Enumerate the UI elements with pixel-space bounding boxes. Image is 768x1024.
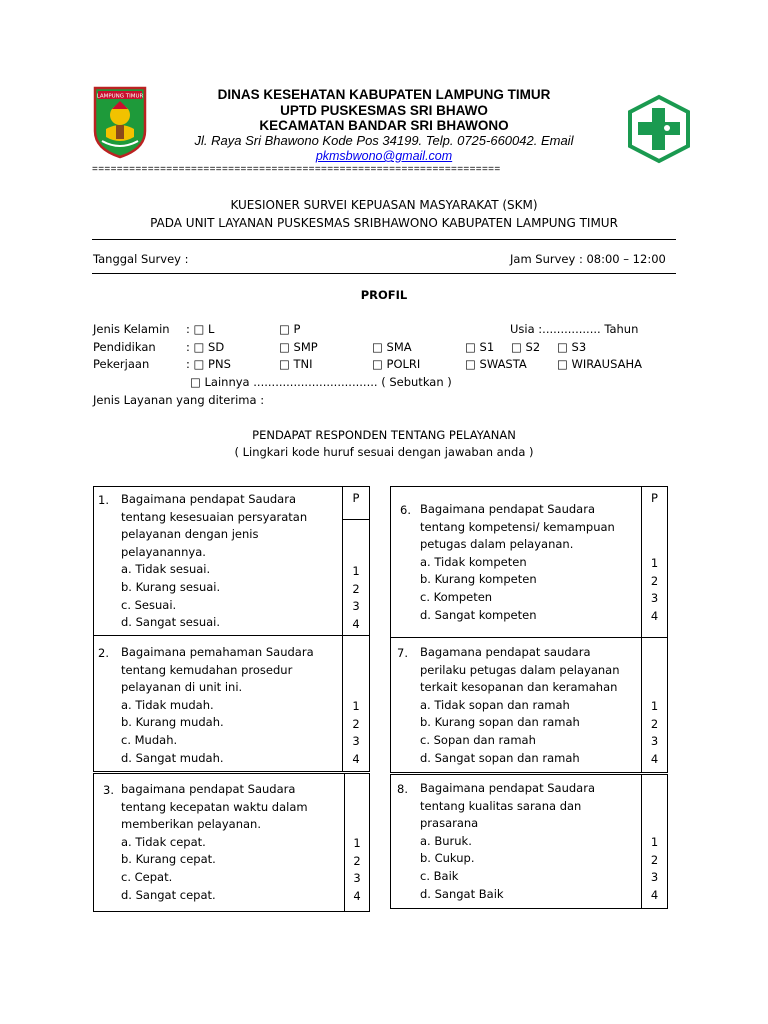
question-text: Bagaimana pendapat Saudara tentang kualitas sarana dan prasarana a. Buruk. b. Cukup. c. Baik d. Sangat Baik xyxy=(420,780,595,903)
gender-option-l[interactable]: : □ L xyxy=(186,322,215,336)
answer-option[interactable]: c. Mudah. xyxy=(121,732,178,747)
divider xyxy=(92,273,676,274)
svg-text:LAMPUNG TIMUR: LAMPUNG TIMUR xyxy=(96,93,144,100)
address-line: Jl. Raya Sri Bhawono Kode Pos 34199. Telp. 0725-660042. Email xyxy=(194,133,574,148)
question-number: 7. xyxy=(397,646,408,660)
answer-option[interactable]: c. Cepat. xyxy=(121,869,173,884)
answer-option[interactable]: d. Sangat kompeten xyxy=(420,607,537,622)
answer-option[interactable]: a. Tidak kompeten xyxy=(420,554,527,569)
gender-label: Jenis Kelamin xyxy=(93,322,170,336)
survey-date-label: Tanggal Survey : xyxy=(93,252,189,266)
answer-option[interactable]: a. Tidak cepat. xyxy=(121,834,206,849)
service-type-label: Jenis Layanan yang diterima : xyxy=(93,393,265,407)
survey-title: KUESIONER SURVEI KEPUASAN MASYARAKAT (SKM) xyxy=(230,198,538,212)
answer-option[interactable]: c. Sesuai. xyxy=(121,597,177,612)
question-number: 3. xyxy=(103,783,114,797)
question-text: Bagaimana pendapat Saudara tentang kompetensi/ kemampuan petugas dalam pelayanan. a. Tidak kompeten b. Kurang kompeten c. Kompeten d. Sangat kompeten xyxy=(420,501,615,624)
header-separator: ================================================================== xyxy=(92,164,501,175)
question-text: bagaimana pendapat Saudara tentang kecepatan waktu dalam memberikan pelayanan. a. Tidak cepat. b. Kurang cepat. c. Cepat. d. Sangat cepat. xyxy=(121,781,308,904)
job-option-pns[interactable]: : □ PNS xyxy=(186,357,231,371)
education-option-sma[interactable]: □ SMA xyxy=(372,340,412,354)
puskesmas-logo xyxy=(626,94,692,164)
answer-option[interactable]: d. Sangat sesuai. xyxy=(121,615,221,630)
answer-option[interactable]: d. Sangat cepat. xyxy=(121,887,216,902)
answer-option[interactable]: a. Tidak sopan dan ramah xyxy=(420,697,570,712)
answer-option[interactable]: d. Sangat sopan dan ramah xyxy=(420,750,580,765)
opinion-instruction: ( Lingkari kode huruf sesuai dengan jawaban anda ) xyxy=(234,445,534,459)
question-text: Bagaimana pendapat Saudara tentang kesesuaian persyaratan pelayanan dengan jenis pelayanannya. a. Tidak sesuai. b. Kurang sesuai. c. Sesuai. d. Sangat sesuai. xyxy=(121,491,307,632)
answer-codes[interactable]: 1 2 3 4 xyxy=(650,556,659,623)
answer-codes[interactable]: 1 2 3 4 xyxy=(352,564,360,631)
unit-name: UPTD PUSKESMAS SRI BHAWO xyxy=(280,103,488,118)
education-option-s3[interactable]: □ S3 xyxy=(557,340,587,354)
education-option-smp[interactable]: □ SMP xyxy=(279,340,318,354)
answer-option[interactable]: b. Kurang sopan dan ramah xyxy=(420,715,580,730)
divider xyxy=(92,239,676,240)
job-option-polri[interactable]: □ POLRI xyxy=(372,357,421,371)
answer-option[interactable]: b. Kurang sesuai. xyxy=(121,579,221,594)
gender-option-p[interactable]: □ P xyxy=(279,322,301,336)
education-option-sd[interactable]: : □ SD xyxy=(186,340,225,354)
question-number: 1. xyxy=(98,493,109,507)
job-option-wirausaha[interactable]: □ WIRAUSAHA xyxy=(557,357,642,371)
survey-subtitle: PADA UNIT LAYANAN PUSKESMAS SRIBHAWONO KABUPATEN LAMPUNG TIMUR xyxy=(150,216,618,230)
answer-codes[interactable]: 1 2 3 4 xyxy=(353,836,361,903)
answer-option[interactable]: b. Kurang cepat. xyxy=(121,852,216,867)
question-number: 6. xyxy=(400,503,411,517)
job-option-swasta[interactable]: □ SWASTA xyxy=(465,357,527,371)
question-text: Bagamana pendapat saudara perilaku petugas dalam pelayanan terkait kesopanan dan keramahan a. Tidak sopan dan ramah b. Kurang sopan dan ramah c. Sopan dan ramah d. Sangat sopan dan ramah xyxy=(420,644,620,767)
answer-option[interactable]: b. Kurang mudah. xyxy=(121,715,224,730)
education-option-s2[interactable]: □ S2 xyxy=(511,340,541,354)
question-number: 8. xyxy=(397,782,408,796)
p-column-header: P xyxy=(651,491,658,505)
profile-heading: PROFIL xyxy=(360,288,408,302)
job-option-other[interactable]: □ Lainnya .................................. ( Sebutkan ) xyxy=(190,375,452,389)
question-number: 2. xyxy=(98,646,109,660)
answer-option[interactable]: c. Kompeten xyxy=(420,589,493,604)
answer-option[interactable]: c. Sopan dan ramah xyxy=(420,732,536,747)
survey-time-label: Jam Survey : 08:00 – 12:00 xyxy=(510,252,666,266)
answer-option[interactable]: a. Tidak mudah. xyxy=(121,697,214,712)
job-option-tni[interactable]: □ TNI xyxy=(279,357,313,371)
answer-codes[interactable]: 1 2 3 4 xyxy=(650,835,659,902)
agency-name: DINAS KESEHATAN KABUPATEN LAMPUNG TIMUR xyxy=(217,87,551,102)
age-field[interactable]: Usia :................ Tahun xyxy=(510,322,639,336)
education-label: Pendidikan xyxy=(93,340,156,354)
answer-option[interactable]: d. Sangat mudah. xyxy=(121,750,224,765)
answer-option[interactable]: a. Buruk. xyxy=(420,833,472,848)
district-name: KECAMATAN BANDAR SRI BHAWONO xyxy=(259,118,509,133)
answer-option[interactable]: a. Tidak sesuai. xyxy=(121,562,211,577)
email-link[interactable]: pkmsbwono@gmail.com xyxy=(315,149,453,163)
answer-codes[interactable]: 1 2 3 4 xyxy=(352,699,360,766)
answer-option[interactable]: d. Sangat Baik xyxy=(420,886,504,901)
question-text: Bagaimana pemahaman Saudara tentang kemudahan prosedur pelayanan di unit ini. a. Tidak mudah. b. Kurang mudah. c. Mudah. d. Sangat mudah. xyxy=(121,644,314,767)
answer-option[interactable]: c. Baik xyxy=(420,868,459,883)
answer-option[interactable]: b. Kurang kompeten xyxy=(420,572,537,587)
education-option-s1[interactable]: □ S1 xyxy=(465,340,495,354)
job-label: Pekerjaan xyxy=(93,357,150,371)
p-column-header: P xyxy=(352,491,360,505)
answer-option[interactable]: b. Cukup. xyxy=(420,851,475,866)
opinion-heading: PENDAPAT RESPONDEN TENTANG PELAYANAN xyxy=(252,428,516,442)
answer-codes[interactable]: 1 2 3 4 xyxy=(650,699,659,766)
